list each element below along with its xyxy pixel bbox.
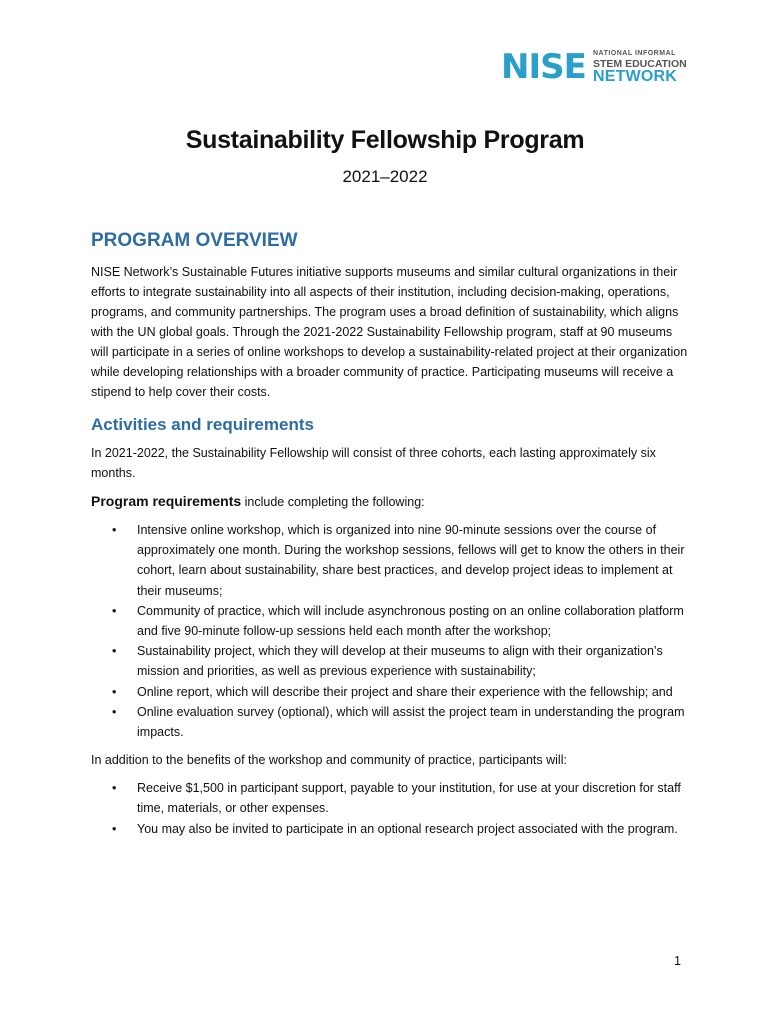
activities-intro: In 2021-2022, the Sustainability Fellowship will consist of three cohorts, each lasting approximately six months.: [91, 446, 656, 480]
list-item-text: Receive $1,500 in participant support, payable to your institution, for use at your discretion for staff time, materials, or other expenses.: [137, 781, 681, 816]
list-item: [91, 778, 691, 818]
logo-line-3: NETWORK: [593, 68, 678, 85]
list-item-text: Intensive online workshop, which is organized into nine 90-minute sessions over the course of approximately one month. During the workshop sessions, fellows will get to know the others in their cohort, learn about sustainability, share best practices, and develop project ideas to implement at their museums;: [137, 523, 685, 598]
document-subtitle: 2021–2022: [342, 167, 428, 186]
overview-paragraph: NISE Network’s Sustainable Futures initiative supports museums and similar cultural organizations in their efforts to integrate sustainability into all aspects of their institution, including decision-making, operations, programs, and community partnerships. The program uses a broad definition of sustainability, which aligns with the UN global goals. Through the 2021-2022 Sustainability Fellowship program, staff at 90 museums will participate in a series of online workshops to develop a sustainability-related project at their organization while developing relationships with a broader community of practice. Participating museums will receive a stipend to help cover their costs.: [91, 265, 688, 399]
logo-line-2: STEM EDUCATION: [593, 58, 687, 70]
overview-heading: PROGRAM OVERVIEW: [91, 230, 298, 251]
bullet-icon: •: [112, 704, 117, 719]
benefits-intro: In addition to the benefits of the workshop and community of practice, participants will:: [91, 753, 567, 768]
requirements-label: Program requirements: [91, 493, 242, 509]
bullet-icon: •: [112, 684, 117, 699]
logo-mark: NISE: [501, 47, 586, 87]
list-item: [91, 682, 691, 702]
benefits-list: [91, 778, 691, 839]
document-body: [91, 229, 691, 847]
logo-line-1: NATIONAL INFORMAL: [593, 50, 676, 57]
page-number: 1: [674, 954, 681, 968]
bullet-icon: •: [112, 644, 117, 659]
document-title: Sustainability Fellowship Program: [185, 126, 585, 154]
bullet-icon: •: [112, 781, 117, 796]
list-item-text: You may also be invited to participate in an optional research project associated with the program.: [137, 821, 678, 836]
bullet-icon: •: [112, 603, 117, 618]
list-item-text: Online evaluation survey (optional), which will assist the project team in understanding the program impacts.: [137, 704, 685, 740]
list-item-text: Online report, which will describe their project and share their experience with the fellowship; and: [137, 684, 673, 699]
list-item-text: Sustainability project, which they will develop at their museums to align with their organization’s mission and priorities, as well as previous experience with sustainability;: [137, 644, 663, 679]
list-item-text: Community of practice, which will include asynchronous posting on an online collaboration platform and five 90-minute follow-up sessions held each month after the workshop;: [137, 603, 684, 639]
activities-heading: Activities and requirements: [91, 415, 314, 434]
list-item: [91, 601, 691, 641]
bullet-icon: •: [112, 523, 117, 537]
list-item: [91, 702, 691, 742]
requirements-list: [91, 520, 691, 742]
list-item: [91, 520, 691, 601]
requirements-intro: [91, 491, 691, 512]
list-item: [91, 641, 691, 681]
requirements-rest: include completing the following:: [241, 495, 425, 509]
bullet-icon: •: [112, 821, 117, 836]
list-item: [91, 819, 691, 839]
